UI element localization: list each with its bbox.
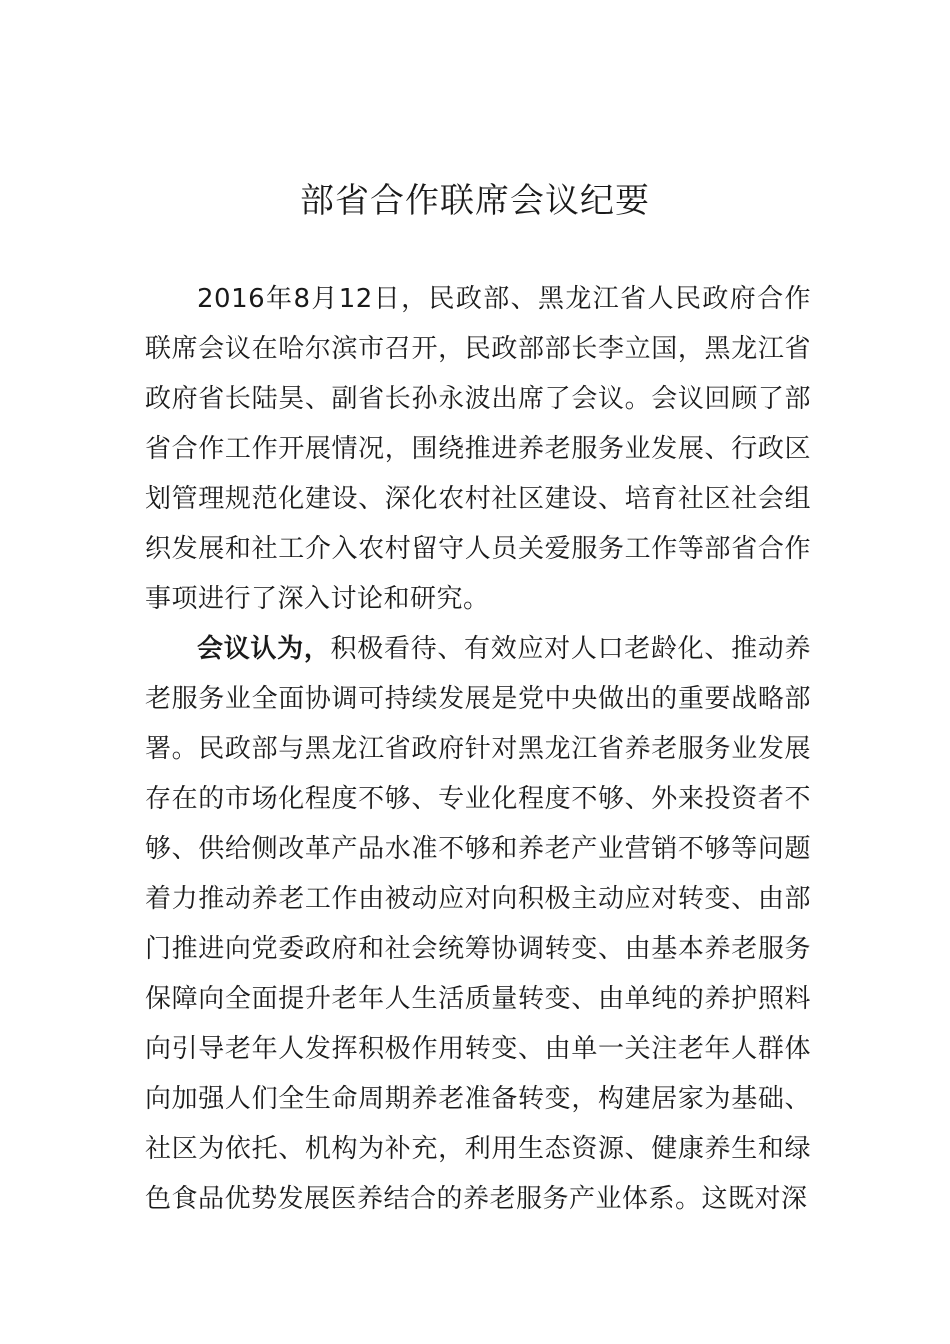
document-body <box>145 274 811 1224</box>
paragraph-2-lead: 会议认为， <box>197 634 331 664</box>
paragraph-2 <box>145 624 811 1224</box>
paragraph-1 <box>145 274 811 624</box>
paragraph-1-text: 2016年8月12日，民政部、黑龙江省人民政府合作联席会议在哈尔滨市召开，民政部部长李立国，黑龙江省政府省长陆昊、副省长孙永波出席了会议。会议回顾了部省合作工作开展情况，围绕推进养老服务业发展、行政区划管理规范化建设、深化农村社区建设、培育社区社会组织发展和社工介入农村留守人员关爱服务工作等部省合作事项进行了深入讨论和研究。 <box>145 284 811 614</box>
document-title: 部省合作联席会议纪要 <box>300 181 650 221</box>
paragraph-2-text: 积极看待、有效应对人口老龄化、推动养老服务业全面协调可持续发展是党中央做出的重要战略部署。民政部与黑龙江省政府针对黑龙江省养老服务业发展存在的市场化程度不够、专业化程度不够、外来投资者不够、供给侧改革产品水准不够和养老产业营销不够等问题着力推动养老工作由被动应对向积极主动应对转变、由部门推进向党委政府和社会统筹协调转变、由基本养老服务保障向全面提升老年人生活质量转变、由单纯的养护照料向引导老年人发挥积极作用转变、由单一关注老年人群体向加强人们全生命周期养老准备转变，构建居家为基础、社区为依托、机构为补充，利用生态资源、健康养生和绿色食品优势发展医养结合的养老服务产业体系。这既对深 <box>145 634 811 1214</box>
